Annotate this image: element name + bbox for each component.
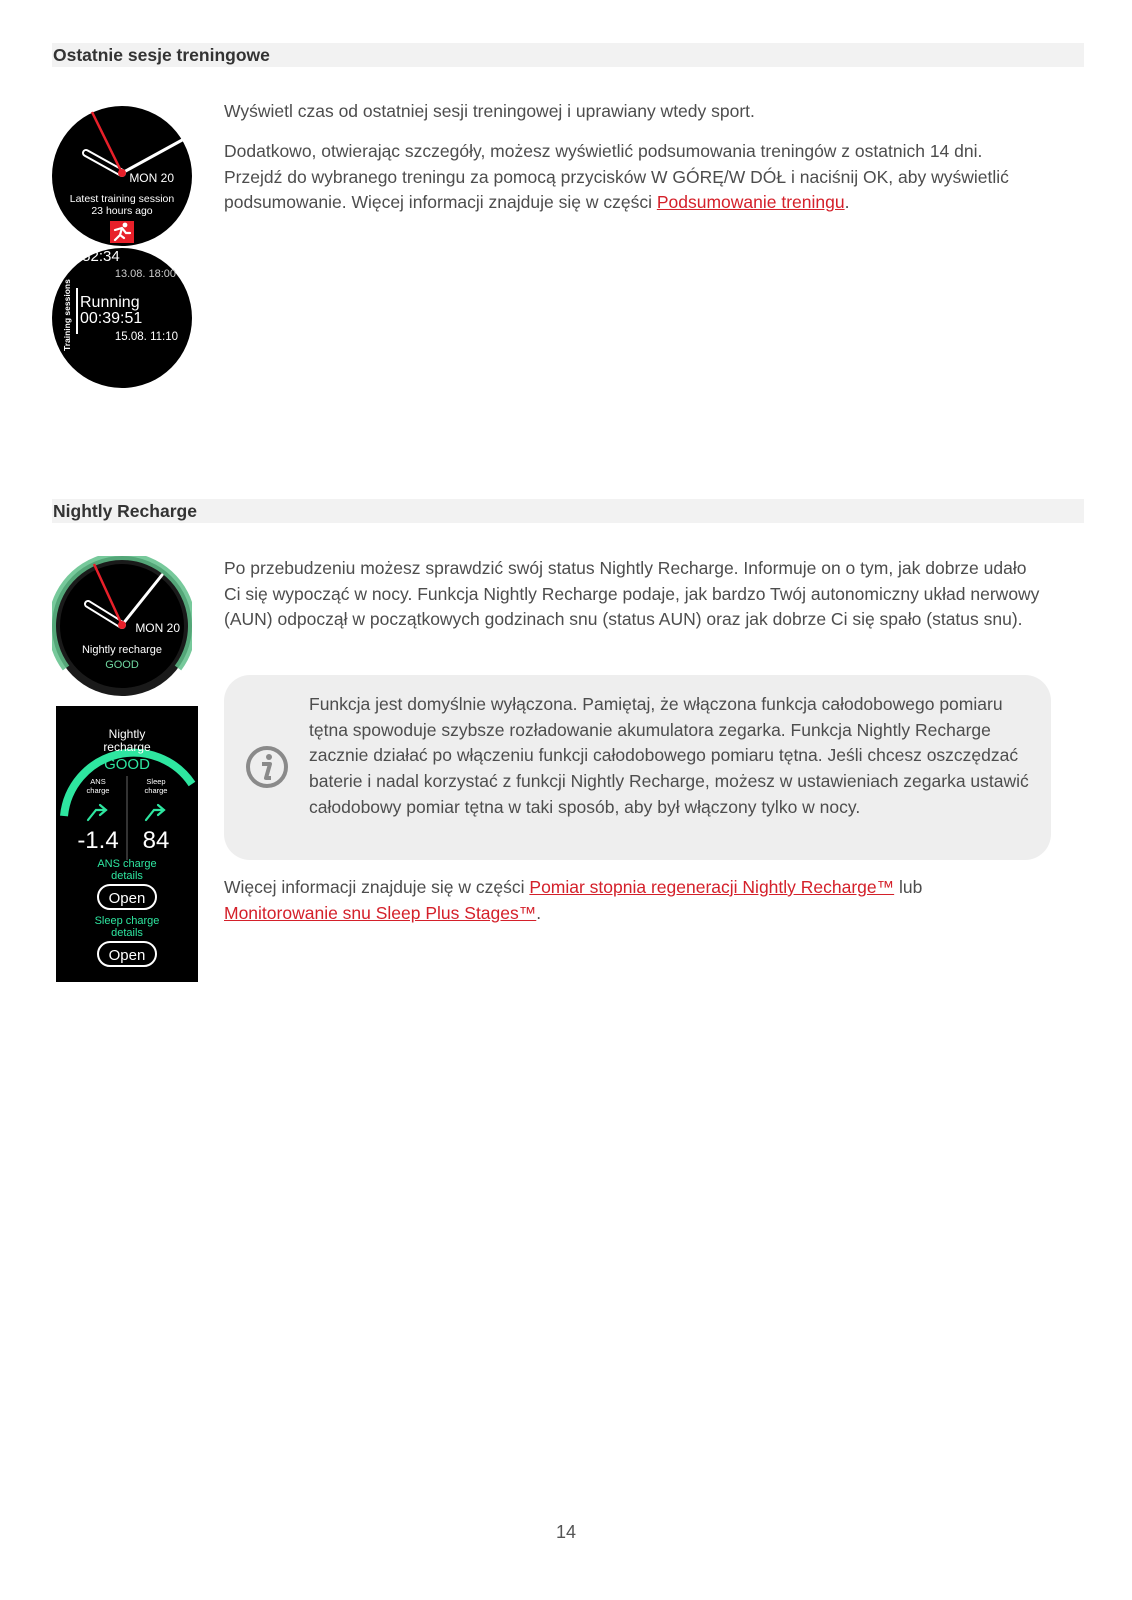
watch-face-training-sessions — [52, 248, 192, 388]
paragraph-nightly-recharge-intro: Po przebudzeniu możesz sprawdzić swój status Nightly Recharge. Informuje on o tym, jak dobrze udało Ci się wypocząć w nocy. Funkcja Nightly Recharge podaje, jak bardzo Twój autonomiczny układ nerwowy (AUN) odpoczął w początkowych godzinach snu (status AUN) oraz jak dobrze Ci się spało (status snu). — [224, 558, 1040, 629]
sleep-label-line2: charge — [144, 786, 168, 795]
info-icon — [244, 744, 290, 790]
detail-title-line2: recharge — [103, 740, 151, 754]
watch-top-date: 13.08. 18:00 — [114, 268, 176, 280]
ans-details-line1: ANS charge — [97, 858, 157, 870]
paragraph-text-mid: lub — [894, 877, 923, 897]
page-number: 14 — [555, 1522, 577, 1542]
watch-date: 15.08. 11:10 — [114, 331, 178, 343]
detail-title-line1: Nightly — [108, 727, 146, 741]
detail-status: GOOD — [104, 756, 150, 773]
link-training-summary[interactable]: Podsumowanie treningu — [656, 192, 845, 212]
sleep-value: 84 — [142, 827, 170, 854]
ans-value: -1.4 — [77, 827, 119, 854]
sleep-details-line1: Sleep charge — [94, 915, 160, 927]
link-sleep-plus-stages[interactable]: Monitorowanie snu Sleep Plus Stages™ — [224, 902, 537, 923]
watch-day-label: MON 20 — [135, 621, 180, 635]
section-header-bar — [52, 499, 1084, 523]
watch-status: GOOD — [105, 659, 139, 671]
paragraph-more-info — [224, 875, 1024, 926]
ans-details-line2: details — [111, 870, 143, 882]
ans-label-line2: charge — [86, 786, 110, 795]
watch-caption-line1: Latest training session — [69, 193, 175, 205]
watch-caption: Nightly recharge — [81, 644, 163, 656]
paragraph-text: Więcej informacji znajduje się w części — [224, 877, 530, 897]
watch-duration: 00:39:51 — [80, 310, 143, 327]
watch-top-time: :52:34 — [78, 248, 120, 265]
watch-day-label: MON 20 — [129, 171, 174, 185]
link-nightly-recharge-measurement[interactable]: Pomiar stopnia regeneracji Nightly Recharge™ — [529, 877, 895, 897]
paragraph-text-end: . — [536, 902, 542, 923]
running-person-icon — [110, 221, 134, 243]
paragraph-training-details — [224, 139, 1024, 216]
ans-label-line1: ANS — [90, 777, 106, 786]
section-title-nightly-recharge: Nightly Recharge — [53, 501, 197, 521]
sleep-details-line2: details — [111, 927, 143, 939]
watch-sport: Running — [80, 294, 140, 311]
watch-face-nightly-recharge — [52, 556, 192, 696]
paragraph-text: Dodatkowo, otwierając szczegóły, możesz wyświetlić podsumowania treningów z ostatnich 14 dni. Przejdź do wybranego treningu za pomocą przycisków W GÓRĘ/W DÓŁ i naciśnij OK, aby wyświetlić podsumowanie. Więcej informacji znajduje się w części — [224, 141, 1009, 212]
sleep-label-line1: Sleep — [146, 777, 166, 786]
open-sleep-button: Open — [108, 947, 146, 964]
watch-face-latest-training — [52, 106, 192, 246]
paragraph-text-end: . — [844, 192, 850, 212]
info-note-text: Funkcja jest domyślnie wyłączona. Pamiętaj, że włączona funkcja całodobowego pomiaru tętna spowoduje szybsze rozładowanie akumulatora zegarka. Funkcja Nightly Recharge zacznie działać po włączeniu funkcji całodobowego pomiaru tętna. Jeśli chcesz oszczędzać baterie i nadal korzystać z funkcji Nightly Recharge, możesz w ustawieniach zegarka ustawić całodobowy pomiar tętna w taki sposób, aby był włączony tylko w nocy. — [309, 694, 1029, 817]
watch-face-nightly-recharge-details — [56, 706, 198, 982]
paragraph-training-intro: Wyświetl czas od ostatniej sesji treningowej i uprawiany wtedy sport. — [224, 101, 755, 121]
section-title-training: Ostatnie sesje treningowe — [53, 45, 270, 65]
watch-caption-line2: 23 hours ago — [91, 205, 153, 217]
watch-side-label: Training sessions — [62, 279, 72, 351]
open-ans-button: Open — [108, 890, 146, 907]
